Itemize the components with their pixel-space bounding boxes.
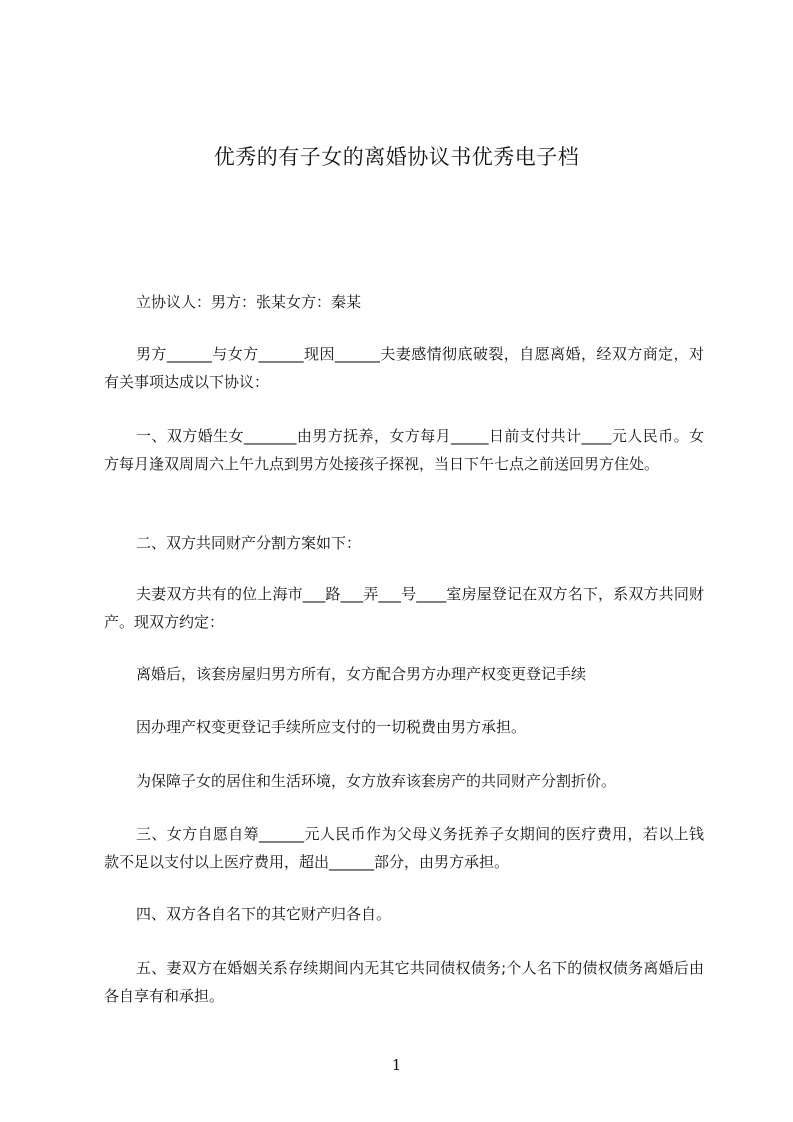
paragraph-clause-3: 三、女方自愿自筹______元人民币作为父母义务抚养子女期间的医疗费用，若以上钱款不足以支付以上医疗费用，超出______部分，由男方承担。 <box>104 825 704 871</box>
paragraph-clause-1: 一、双方婚生女_______由男方抚养，女方每月_____日前支付共计____元人民币。女方每月逢双周周六上午九点到男方处接孩子探视，当日下午七点之前送回男方住处。 <box>104 427 704 473</box>
paragraph-property: 夫妻双方共有的位上海市___路___弄___号____室房屋登记在双方名下，系双方共同财产。现双方约定： <box>104 585 704 631</box>
page-number: 1 <box>391 1056 402 1074</box>
paragraph-property-waiver: 为保障子女的居住和生活环境，女方放弃该套房产的共同财产分割折价。 <box>136 772 617 790</box>
paragraph-property-taxes: 因办理产权变更登记手续所应支付的一切税费由男方承担。 <box>136 718 527 736</box>
paragraph-intro: 男方______与女方______现因______夫妻感情彻底破裂，自愿离婚，经双方商定，对有关事项达成以下协议： <box>104 345 704 391</box>
paragraph-property-ownership: 离婚后，该套房屋归男方所有，女方配合男方办理产权变更登记手续 <box>136 665 587 683</box>
paragraph-clause-2: 二、双方共同财产分割方案如下： <box>136 534 362 552</box>
document-title: 优秀的有子女的离婚协议书优秀电子档 <box>213 145 580 169</box>
paragraph-parties: 立协议人：男方：张某女方：秦某 <box>136 293 362 311</box>
paragraph-clause-5: 五、妻双方在婚姻关系存续期间内无其它共同债权债务;个人名下的债权债务离婚后由各自享有和承担。 <box>104 959 704 1005</box>
paragraph-clause-4: 四、双方各自名下的其它财产归各自。 <box>136 905 392 923</box>
